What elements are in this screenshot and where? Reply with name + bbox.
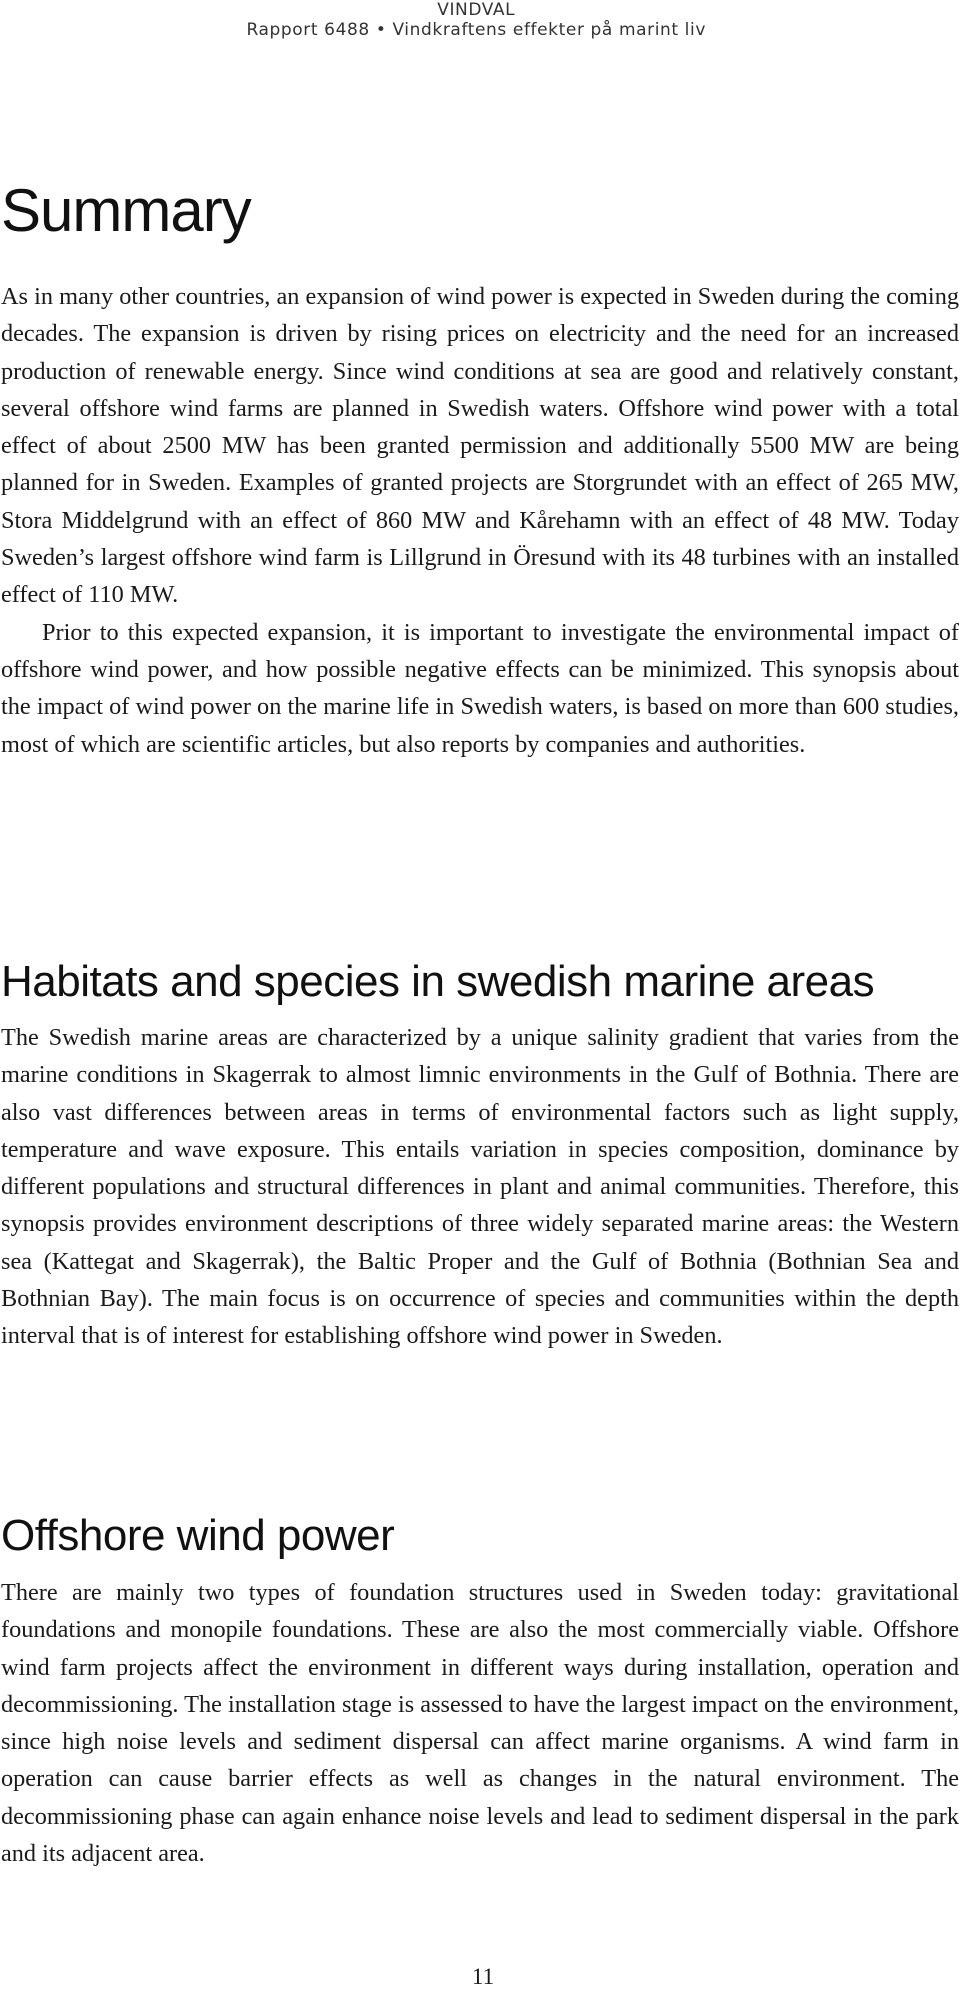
offshore-heading: Offshore wind power: [1, 1511, 395, 1560]
offshore-paragraph: There are mainly two types of foundation structures used in Sweden today: gravitational foundations and monopile foundations. These are also the most commercially viable. Offshore wind farm projects affect the environment in different ways during installation, operation and decommissioning. The installation stage is assessed to have the largest impact on the environment, since high noise levels and sediment dispersal can affect marine organisms. A wind farm in operation can cause barrier effects as well as changes in the natural environment. The decommissioning phase can again enhance noise levels and lead to sediment dispersal in the park and its adjacent area.: [1, 1579, 959, 1868]
running-header: [246, 0, 706, 40]
page-number: 11: [471, 1964, 495, 1989]
series-label: VINDVAL: [437, 0, 516, 20]
summary-heading: Summary: [1, 177, 251, 244]
habitats-paragraph: The Swedish marine areas are characterized by a unique salinity gradient that varies from the marine conditions in Skagerrak to almost limnic environments in the Gulf of Bothnia. There are also vast differences between areas in terms of environmental factors such as light supply, temperature and wave exposure. This entails variation in species composition, dominance by different populations and structural differences in plant and animal communities. Therefore, this synopsis provides environment descriptions of three widely separated marine areas: the Western sea (Kattegat and Skagerrak), the Baltic Proper and the Gulf of Bothnia (Bothnian Sea and Bothnian Bay). The main focus is on occurrence of species and communities within the depth interval that is of interest for establishing offshore wind power in Sweden.: [1, 1024, 959, 1350]
summary-body: [1, 278, 959, 763]
offshore-body: [1, 1574, 959, 1872]
report-title: Rapport 6488 • Vindkraftens effekter på marint liv: [246, 20, 706, 40]
habitats-body: [1, 1019, 959, 1355]
summary-paragraph-1: As in many other countries, an expansion of wind power is expected in Sweden during the coming decades. The expansion is driven by rising prices on electricity and the need for an increased production of renewable energy. Since wind conditions at sea are good and relatively constant, several offshore wind farms are planned in Swedish waters. Offshore wind power with a total effect of about 2500 MW has been granted permission and additionally 5500 MW are being planned for in Sweden. Examples of granted projects are Storgrundet with an effect of 265 MW, Stora Middelgrund with an effect of 860 MW and Kårehamn with an effect of 48 MW. Today Sweden’s largest offshore wind farm is Lillgrund in Öresund with its 48 turbines with an installed effect of 110 MW.: [1, 283, 959, 609]
habitats-heading: Habitats and species in swedish marine areas: [1, 957, 875, 1006]
summary-paragraph-2: Prior to this expected expansion, it is important to investigate the environmental impact of offshore wind power, and how possible negative effects can be minimized. This synopsis about the impact of wind power on the marine life in Swedish waters, is based on more than 600 studies, most of which are scientific articles, but also reports by companies and authorities.: [1, 618, 959, 758]
